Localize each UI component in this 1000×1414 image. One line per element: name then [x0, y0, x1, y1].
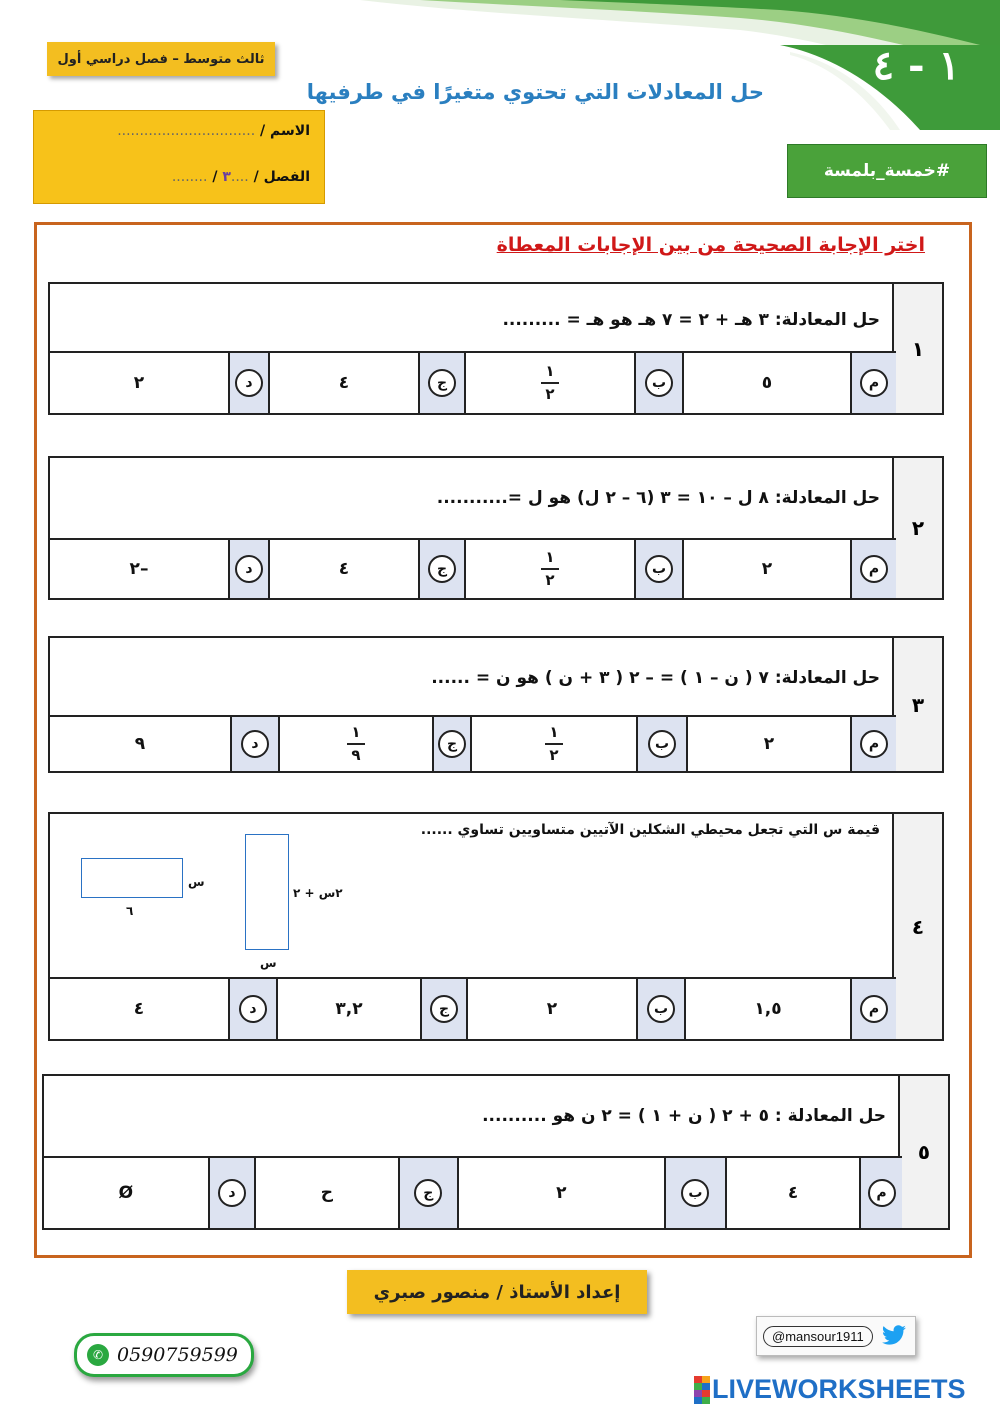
whatsapp-badge: [74, 1333, 254, 1377]
fraction-numerator: ١: [545, 362, 555, 380]
question-number: ٥: [898, 1076, 948, 1228]
question-number: ٣: [892, 638, 942, 771]
choice-d-letter: د: [218, 1179, 246, 1207]
author-label: إعداد الأستاذ / منصور صبري: [347, 1270, 647, 1314]
choice-b-letter: ب: [645, 369, 673, 397]
choice-a-marker[interactable]: [859, 1158, 902, 1228]
grade-label: ثالث متوسط – فصل دراسي أول: [47, 42, 275, 76]
wide-rectangle-bottom-label: ٦: [126, 904, 134, 918]
choice-a-letter: م: [860, 369, 888, 397]
choice-c-marker[interactable]: [420, 979, 466, 1039]
choice-c-marker[interactable]: [398, 1158, 458, 1228]
fraction: [545, 725, 563, 763]
choice-b-value[interactable]: [464, 353, 634, 413]
fraction-numerator: ١: [545, 548, 555, 566]
choice-d-value[interactable]: ٤: [133, 999, 145, 1019]
tall-rectangle: [245, 834, 289, 950]
fraction-denominator: ٢: [545, 385, 555, 403]
choice-b-marker[interactable]: [634, 540, 682, 598]
choice-c-letter: ج: [414, 1179, 442, 1207]
fraction: [541, 550, 559, 588]
fraction-denominator: ٢: [549, 746, 559, 764]
choice-d-marker[interactable]: [208, 1158, 255, 1228]
choice-b-letter: ب: [681, 1179, 709, 1207]
class-label: الفصل /: [253, 169, 310, 185]
class-value: ٣: [222, 169, 231, 185]
choices-row: [50, 538, 896, 598]
choice-b-value[interactable]: [464, 540, 634, 598]
choice-c-letter: ج: [438, 730, 466, 758]
choice-d-marker[interactable]: [230, 717, 278, 771]
choice-d-value[interactable]: Ø: [118, 1183, 134, 1203]
choice-c-value[interactable]: ٤: [268, 353, 418, 413]
name-field[interactable]: ...............................: [117, 123, 256, 139]
choice-a-letter: م: [868, 1179, 896, 1207]
choice-b-letter: ب: [645, 555, 673, 583]
choices-row: [50, 715, 896, 771]
choice-d-letter: د: [241, 730, 269, 758]
choice-b-value[interactable]: ٢: [457, 1158, 664, 1228]
twitter-handle: @mansour1911: [763, 1326, 873, 1347]
choice-a-marker[interactable]: [850, 540, 896, 598]
choice-a-marker[interactable]: [850, 353, 896, 413]
lesson-title: حل المعادلات التي تحتوي متغيرًا في طرفيها: [306, 80, 764, 104]
whatsapp-icon: ✆: [87, 1344, 109, 1366]
choice-a-value[interactable]: ٥: [682, 353, 850, 413]
fraction-numerator: ١: [351, 723, 361, 741]
question-number: ١: [892, 284, 942, 413]
choice-c-letter: ج: [430, 995, 458, 1023]
lesson-number: ١ - ٤: [872, 42, 960, 89]
choice-d-letter: د: [235, 369, 263, 397]
question-text: حل المعادلة: ٧ ( ن – ١ ) = – ٢ ( ٣ + ن ) هو ن = ......: [431, 668, 880, 688]
choice-b-marker[interactable]: [636, 979, 684, 1039]
question-text: حل المعادلة: ٨ ل – ١٠ = ٣ (٦ – ٢ ل) هو ل =...........: [436, 488, 880, 508]
choice-b-marker[interactable]: [634, 353, 682, 413]
choice-d-letter: د: [235, 555, 263, 583]
instruction-text: اختر الإجابة الصحيحة من بين الإجابات المعطاة: [496, 234, 925, 256]
fraction: [347, 725, 365, 763]
twitter-bird-icon: [881, 1325, 907, 1347]
liveworksheets-text: LIVEWORKSHEETS: [712, 1374, 966, 1404]
choice-a-letter: م: [860, 995, 888, 1023]
class-separator: /: [212, 169, 218, 185]
student-info-box: [33, 110, 325, 204]
fraction-denominator: ٩: [351, 746, 361, 764]
name-label: الاسم /: [260, 123, 310, 139]
wide-rectangle: [81, 858, 183, 898]
hashtag-badge: #خمسة_بلمسة: [787, 144, 987, 198]
choice-a-value[interactable]: ٤: [725, 1158, 859, 1228]
fraction-denominator: ٢: [545, 571, 555, 589]
choice-b-value[interactable]: [470, 717, 636, 771]
choice-d-marker[interactable]: [228, 979, 276, 1039]
question-3: [48, 636, 944, 773]
choice-a-marker[interactable]: [850, 979, 896, 1039]
choice-c-letter: ج: [428, 555, 456, 583]
choice-d-letter: د: [239, 995, 267, 1023]
choice-b-value[interactable]: ٢: [466, 979, 636, 1039]
choices-row: [50, 351, 896, 413]
question-number: ٤: [892, 814, 942, 1039]
choice-d-value[interactable]: ٢–: [129, 559, 149, 579]
name-line: [117, 123, 310, 139]
question-4: [48, 812, 944, 1041]
liveworksheets-logo: [694, 1374, 966, 1405]
choices-row: [44, 1156, 902, 1228]
twitter-badge: [756, 1316, 916, 1356]
tall-rectangle-bottom-label: س: [260, 956, 277, 970]
fraction-numerator: ١: [549, 723, 559, 741]
question-5: [42, 1074, 950, 1230]
choice-c-value[interactable]: ٤: [268, 540, 418, 598]
choice-d-marker[interactable]: [228, 353, 268, 413]
choice-a-marker[interactable]: [850, 717, 896, 771]
choice-d-value[interactable]: ٩: [134, 734, 146, 754]
choice-a-letter: م: [860, 555, 888, 583]
question-2: [48, 456, 944, 600]
wide-rectangle-side-label: س: [188, 875, 205, 889]
class-line: [172, 169, 310, 185]
choice-a-value[interactable]: ٢: [682, 540, 850, 598]
liveworksheets-mark-icon: [694, 1376, 710, 1404]
question-text: قيمة س التي تجعل محيطي الشكلين الآتيين متساويين تساوي ......: [420, 822, 880, 838]
choice-d-value[interactable]: ٢: [133, 373, 145, 393]
choice-a-value[interactable]: ١,٥: [684, 979, 850, 1039]
choice-c-value[interactable]: ٣,٢: [276, 979, 420, 1039]
question-text: حل المعادلة : ٥ + ٢ ( ن + ١ ) = ٢ ن هو ..........: [482, 1106, 886, 1126]
choice-b-letter: ب: [648, 730, 676, 758]
phone-number: 0590759599: [117, 1344, 238, 1366]
choice-c-value[interactable]: [278, 717, 432, 771]
class-field[interactable]: ........: [171, 169, 208, 185]
choice-a-value[interactable]: ٢: [686, 717, 850, 771]
choice-c-value[interactable]: ح: [254, 1158, 397, 1228]
question-number: ٢: [892, 458, 942, 598]
choice-b-letter: ب: [647, 995, 675, 1023]
fraction: [541, 364, 559, 402]
choice-d-marker[interactable]: [228, 540, 268, 598]
question-text: حل المعادلة: ٣ هـ + ٢ = ٧ هـ هو هـ = .........: [502, 310, 880, 330]
question-1: [48, 282, 944, 415]
choice-b-marker[interactable]: [664, 1158, 725, 1228]
choice-a-letter: م: [860, 730, 888, 758]
choice-c-marker[interactable]: [432, 717, 470, 771]
class-prefix: ....: [230, 169, 249, 185]
choice-b-marker[interactable]: [636, 717, 686, 771]
choices-row: [50, 977, 896, 1039]
choice-c-marker[interactable]: [418, 353, 464, 413]
choice-c-marker[interactable]: [418, 540, 464, 598]
tall-rectangle-side-label: ٢س + ٢: [293, 886, 343, 900]
choice-c-letter: ج: [428, 369, 456, 397]
